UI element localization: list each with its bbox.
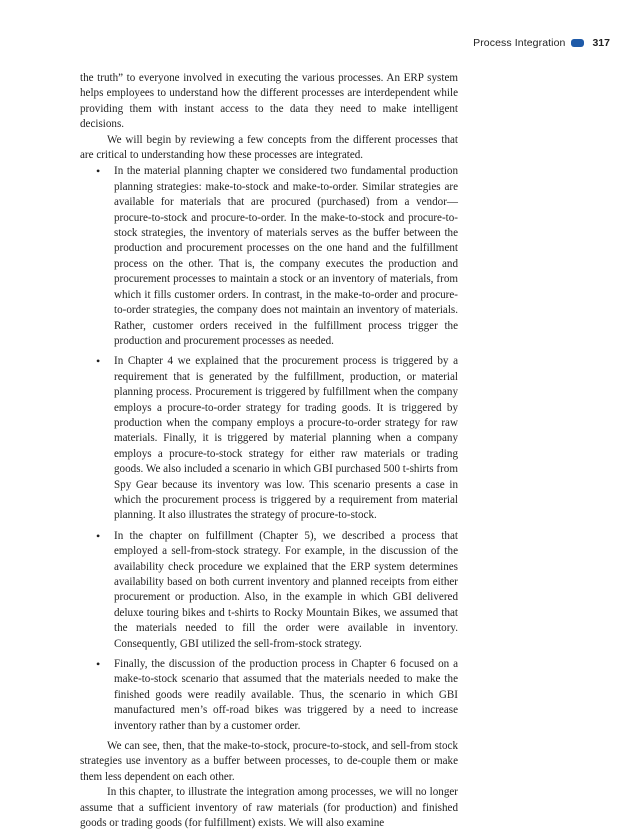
review-paragraph: We will begin by reviewing a few concepts from the different processes that are critical to understanding how these processes are integrated. — [80, 133, 458, 162]
bullet-text: In the material planning chapter we considered two fundamental production planning strategies: make-to-stock and make-to-order. Similar strategies are available for materials that are procured (purchased) from a vendor—procure-to-stock and procure-to-order. In the make-to-stock and procure-to-stock strategies, the inventory of materials serves as the buffer between the production and procurement processes on the one hand and the fulfillment process on the other. That is, the company executes the production and procurement processes to maintain a stock or an inventory of materials, from which it fills customer orders. In contrast, in the make-to-order and procure-to-order strategies, the company does not maintain an inventory of materials. Rather, customer orders received in the fulfillment process trigger the production and procurement processes as needed. — [114, 165, 458, 347]
bullet-list — [80, 164, 458, 734]
list-item — [96, 354, 458, 523]
bullet-icon: • — [96, 528, 101, 543]
bullet-icon: • — [96, 657, 101, 672]
buffer-paragraph: We can see, then, that the make-to-stock, procure-to-stock, and sell-from stock strategies use inventory as a buffer between processes, to de-couple them or make them less dependent on each other. — [80, 740, 458, 783]
bullet-icon: • — [96, 354, 101, 369]
list-item — [96, 164, 458, 349]
running-header — [473, 37, 610, 49]
bullet-text: Finally, the discussion of the production process in Chapter 6 focused on a make-to-stock scenario that assumed that the materials needed to make the finished goods were readily available. Thus, the scenario in which GBI manufactured men’s off-road bikes was triggered by a need to increase inventory rather than by a customer order. — [114, 658, 458, 732]
bullet-text: In the chapter on fulfillment (Chapter 5), we described a process that employed a sell-from-stock strategy. For example, in the discussion of the availability check procedure we explained that the ERP system determines availability based on both current inventory and planned receipts from either procurement or production. Also, in the example in which GBI delivered deluxe touring bikes and t-shirts to Rocky Mountain Bikes, we assumed that the materials needed to fill the order were available in inventory. Consequently, GBI utilized the sell-from-stock strategy. — [114, 529, 458, 650]
page-body — [80, 71, 458, 832]
list-item — [96, 528, 458, 652]
list-item — [96, 657, 458, 734]
intro-paragraph: the truth” to everyone involved in executing the various processes. An ERP system helps employees to understand how the different processes are interdependent while providing them with instant access to the data they need to make intelligent decisions. — [80, 72, 458, 131]
bullet-icon: • — [96, 164, 101, 179]
header-marker-icon — [571, 39, 584, 47]
final-paragraph: In this chapter, to illustrate the integration among processes, we will no longer assume that a sufficient inventory of raw materials (for production) and finished goods or trading goods (for fulfillment) exists. We will also examine — [80, 786, 458, 830]
chapter-title: Process Integration — [473, 37, 566, 49]
page-number: 317 — [592, 37, 610, 49]
bullet-text: In Chapter 4 we explained that the procurement process is triggered by a requirement that is generated by the fulfillment, production, or material planning process. Procurement is triggered by fulfillment when the company employs a procure-to-order strategy for trading goods. It is triggered by production when the company employs a procure-to-order strategy for raw materials. Finally, it is triggered by material planning when a company employs a procure-to-stock strategy for either raw materials or trading goods. We also included a scenario in which GBI purchased 500 t-shirts from Spy Gear because its inventory was low. This scenario presents a case in which the procurement process is triggered by a requirement from material planning. It also illustrates the strategy of procure-to-stock. — [114, 355, 458, 522]
